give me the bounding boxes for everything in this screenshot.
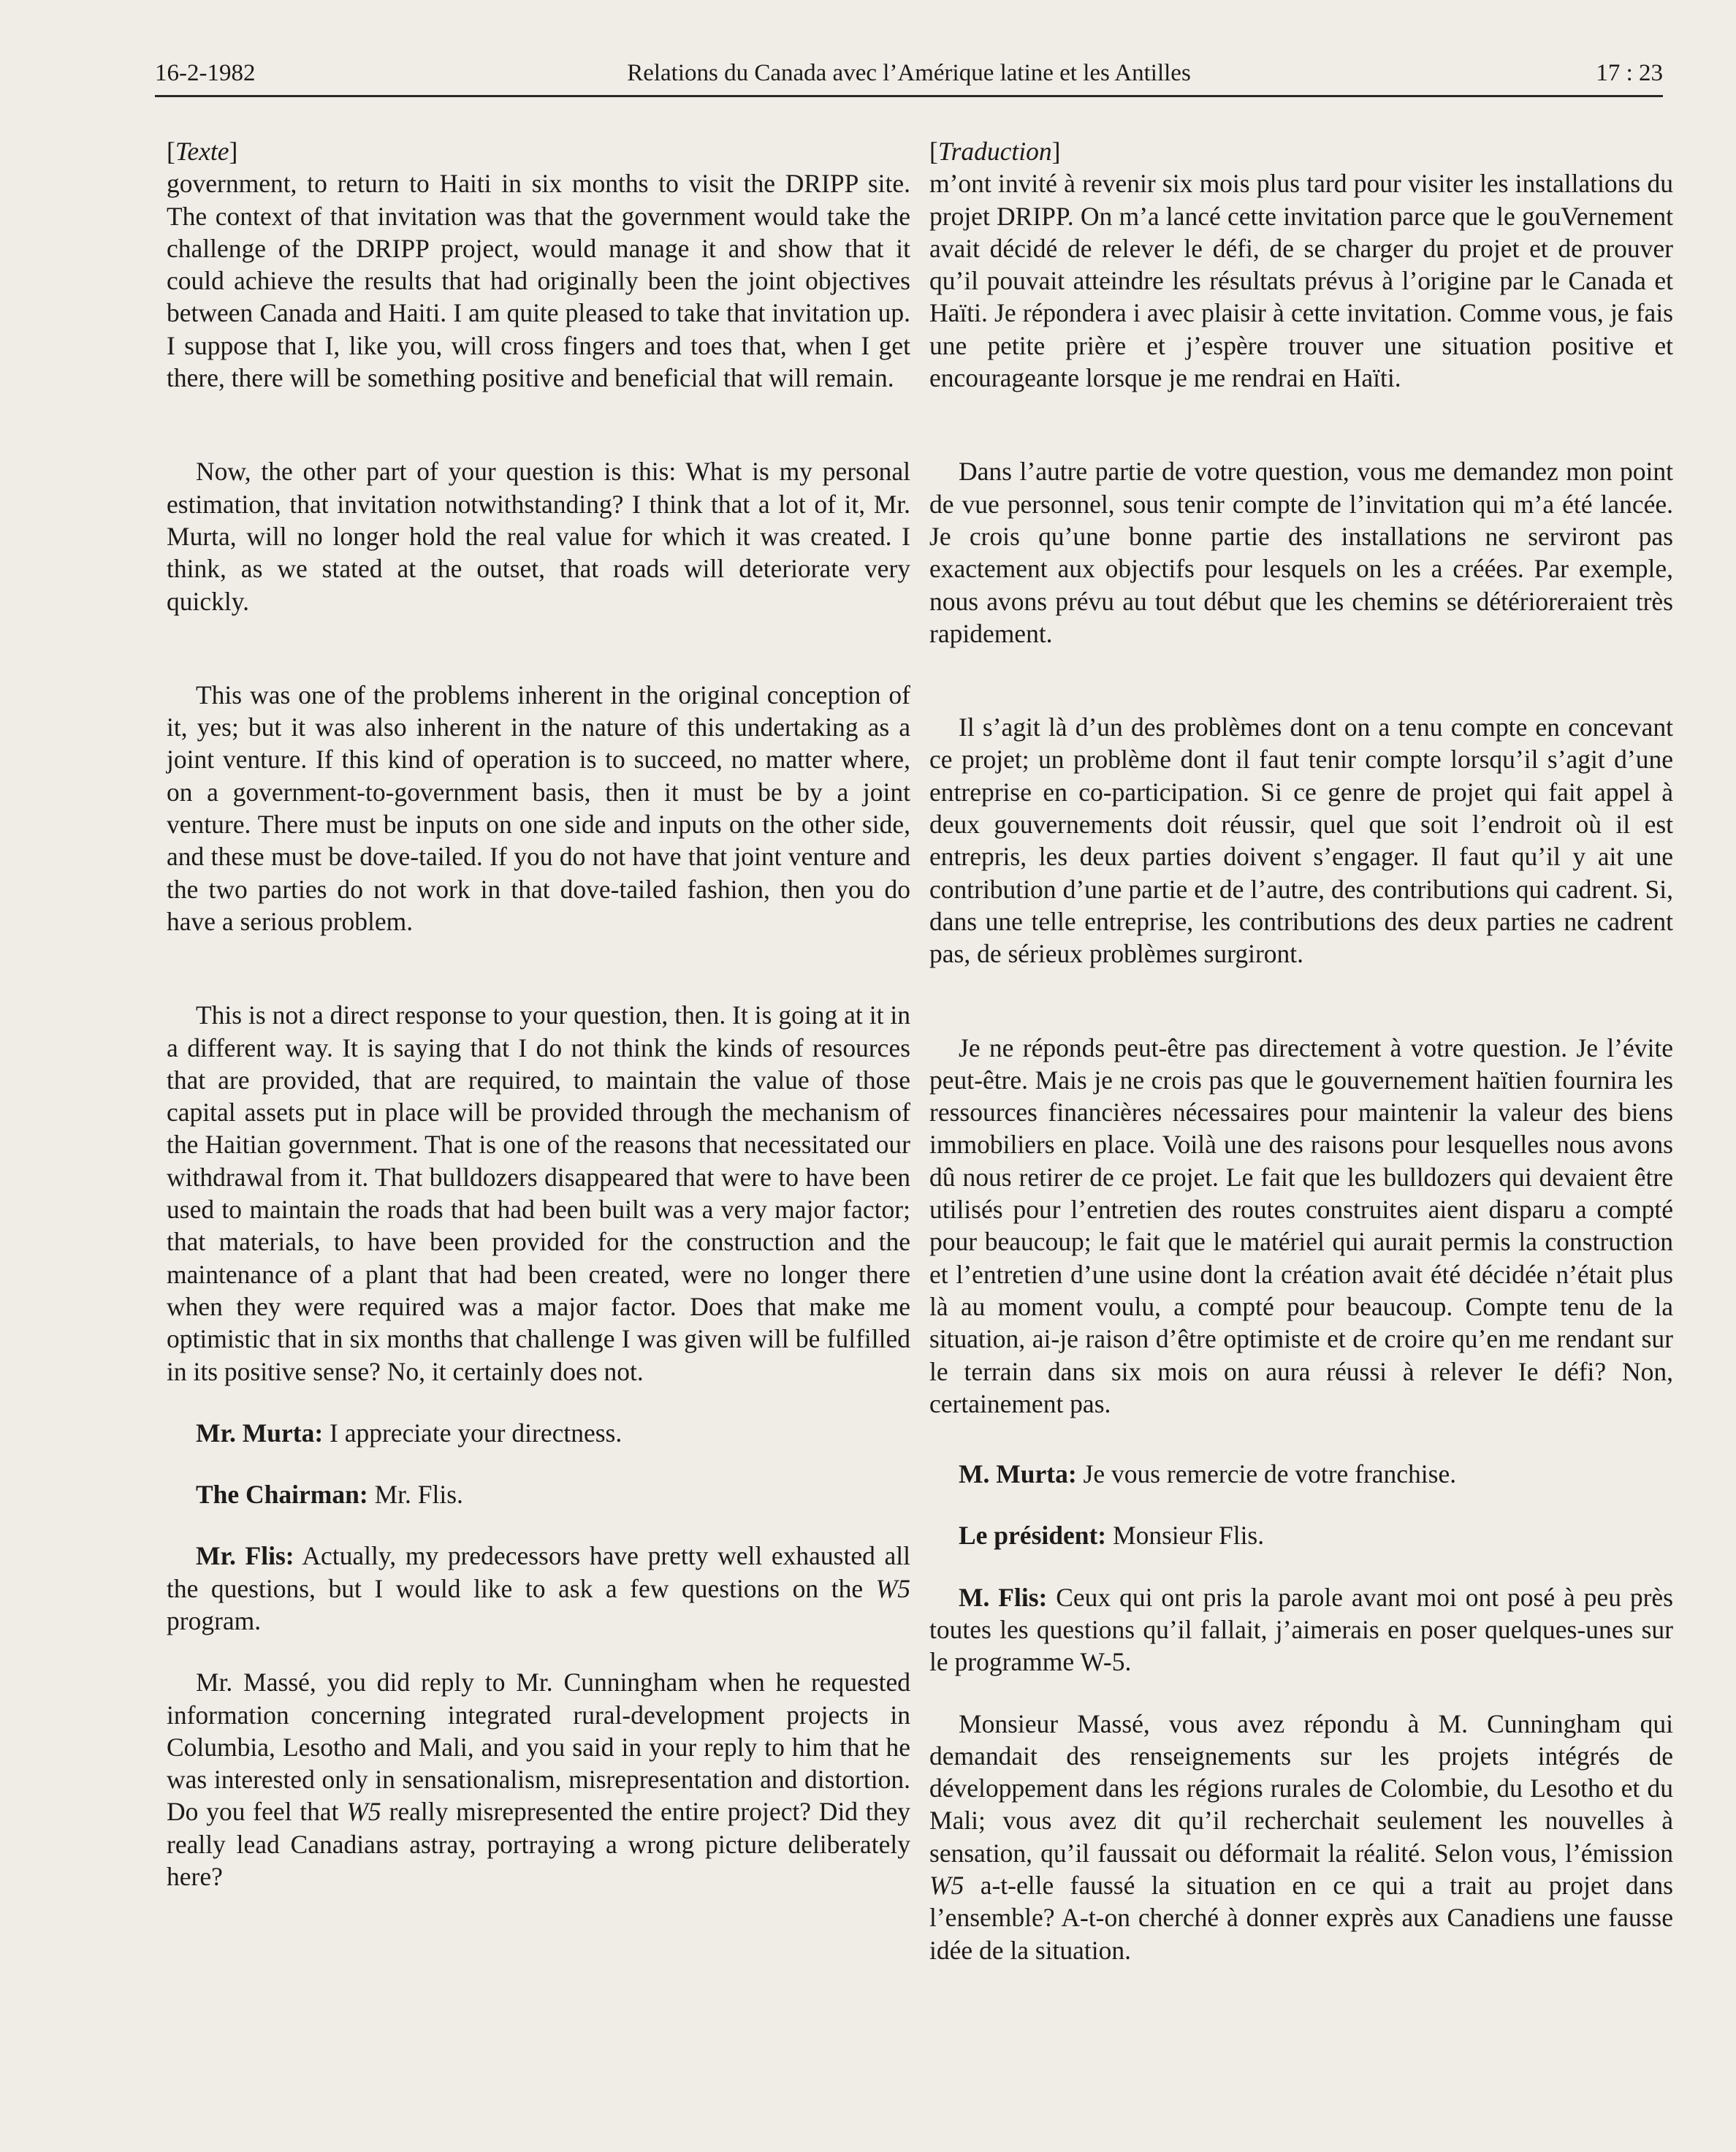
header-title: Relations du Canada avec l’Amérique latine et les Antilles [627,60,1191,86]
speaker-name: M. Murta: [959,1459,1077,1489]
page-header [155,56,1663,99]
paragraph: m’ont invité à revenir six mois plus tard pour visiter les installations du projet DRIPP. On m’a lancé cette invitation parce que le gouVernement avait décidé de relever le défi, de se charger du projet et de prouver qu’il pouvait atteindre les résultats prévus à l’origine par le Canada et Haïti. Je répondera i avec plaisir à cette invitation. Comme vous, je fais une petite prière et j’espère trouver une situation positive et encourageante lorsque je me rendrai en Haïti. [929,169,1673,393]
program-name: W5 [929,1871,964,1901]
speaker-name: The Chairman: [196,1480,368,1510]
speech-text: Monsieur Flis. [1106,1521,1265,1551]
paragraph: Now, the other part of your question is this: What is my personal estimation, that invitation notwithstanding? I think that a lot of it, Mr. Murta, will no longer hold the real value for which it was created. I think, as we stated at the outset, that roads will deteriorate very quickly. [167,457,910,616]
speech-text: Mr. Flis. [368,1480,463,1510]
program-name: W5 [346,1797,381,1827]
paragraph: Mr. Massé, you did reply to Mr. Cunningham when he requested information concerning integrated rural-development projects in Columbia, Lesotho and Mali, and you said in your reply to him that he was interested only in sensationalism, misrepresentation and distortion. Do you feel that W5 really misrepresented the entire project? Did they really lead Canadians astray, portraying a wrong picture deliberately here? [167,1668,910,1892]
paragraph: Monsieur Massé, vous avez répondu à M. Cunningham qui demandait des renseignements sur les projets intégrés de développement dans les régions rurales de Colombie, du Lesotho et du Mali; vous avez dit qu’il recherchait seulement les nouvelles à sensation, qu’il faussait ou déformait la réalité. Selon vous, l’émission W5 a-t-elle faussé la situation en ce qui a trait au projet dans l’ensemble? A-t-on cherché à donner exprès aux Canadiens une fausse idée de la situation. [929,1708,1673,1965]
speaker-turn [167,1540,910,1637]
speech-text: Actually, my predecessors have pretty well exhausted all the questions, but I would like to ask a few questions on the [167,1541,910,1603]
paragraph: This was one of the problems inherent in the original conception of it, yes; but it was also inherent in the nature of this undertaking as a joint venture. If this kind of operation is to succeed, no matter where, on a government-to-government basis, then it must be by a joint venture. There must be inputs on one side and inputs on the other side, and these must be dove-tailed. If you do not have that joint venture and the two parties do not work in that dove-tailed fashion, then you do have a serious problem. [167,680,910,936]
speaker-turn [167,1478,910,1510]
text-marker: [Texte] [167,137,238,166]
speaker-name: Mr. Murta: [196,1418,324,1448]
speaker-name: M. Flis: [959,1582,1048,1612]
program-name: W5 [875,1573,910,1603]
speaker-name: Le président: [959,1521,1107,1551]
paragraph: Il s’agit là d’un des problèmes dont on a tenu compte en concevant ce projet; un problème dont il faut tenir compte lorsqu’il s’agit d’une entreprise en co-participation. Si ce genre de projet qui fait appel à deux gouvernements doit réussir, quel que soit l’endroit où il est entrepris, les deux parties doivent s’engager. Il faut qu’il y ait une contribution d’une partie et de l’autre, des contributions qui cadrent. Si, dans une telle entreprise, les contributions des deux parties ne cadrent pas, de sérieux problèmes surgiront. [929,712,1673,969]
speech-text: Ceux qui ont pris la parole avant moi ont posé à peu près toutes les questions qu’il fallait, j’aimerais en poser quelques-unes sur le programme W-5. [929,1582,1673,1677]
speech-text: I appreciate your directness. [323,1418,623,1448]
speech-text: program. [167,1605,262,1635]
english-column [167,135,910,1925]
paragraph: government, to return to Haiti in six months to visit the DRIPP site. The context of that invitation was that the government would take the challenge of the DRIPP project, would manage it and show that it could achieve the results that had originally been the joint objectives between Canada and Haiti. I am quite pleased to take that invitation up. I suppose that I, like you, will cross fingers and toes that, when I get there, there will be something positive and beneficial that will remain. [167,169,910,393]
speaker-turn [929,1458,1673,1490]
speaker-turn [929,1519,1673,1551]
paragraph: Je ne réponds peut-être pas directement à votre question. Je l’évite peut-être. Mais je ne crois pas que le gouvernement haïtien fournira les ressources financières nécessaires pour maintenir la valeur des biens immobiliers en place. Voilà une des raisons pour lesquelles nous avons dû nous retirer de ce projet. Le fait que les bulldozers qui devaient être utilisés pour l’entretien des routes construites aient disparu a compté pour beaucoup; le fait que le matériel qui aurait permis la construction et l’entretien d’une usine dont la création avait été décidée n’était plus là au moment voulu, a compté pour beaucoup. Compte tenu de la situation, ai-je raison d’être optimiste et de croire qu’en me rendant sur le terrain dans six mois on aura réussi à relever Ie défi? Non, certainement pas. [929,1033,1673,1418]
speaker-turn [929,1581,1673,1678]
paragraph: This is not a direct response to your question, then. It is going at it in a different way. It is saying that I do not think the kinds of resources that are provided, that are required, to maintain the value of those capital assets put in place will be provided through the mechanism of the Haitian government. That is one of the reasons that necessitated our withdrawal from it. That bulldozers disappeared that were to have been used to maintain the roads that had been built was a very major factor; that materials, to have been provided for the construction and the maintenance of a plant that had been created, were no longer there when they were required was a major factor. Does that make me optimistic that in six months that challenge I was given will be fulfilled in its positive sense? No, it certainly does not. [167,1000,910,1386]
speaker-turn [167,1417,910,1449]
translation-marker: [Traduction] [929,137,1061,166]
paragraph: Dans l’autre partie de votre question, vous me demandez mon point de vue personnel, sous tenir compte de l’invitation qui m’a été lancée. Je crois qu’une bonne partie des installations ne serviront pas exactement aux objectifs pour lesquels on les a créées. Par exemple, nous avons prévu au tout début que les chemins se détérioreraient très rapidement. [929,457,1673,648]
french-column [929,135,1673,1999]
header-page-number: 17 : 23 [1596,60,1663,86]
speaker-name: Mr. Flis: [196,1541,294,1571]
header-date: 16-2-1982 [155,60,256,86]
header-rule [155,95,1663,97]
speech-text: Je vous remercie de votre franchise. [1076,1459,1457,1489]
